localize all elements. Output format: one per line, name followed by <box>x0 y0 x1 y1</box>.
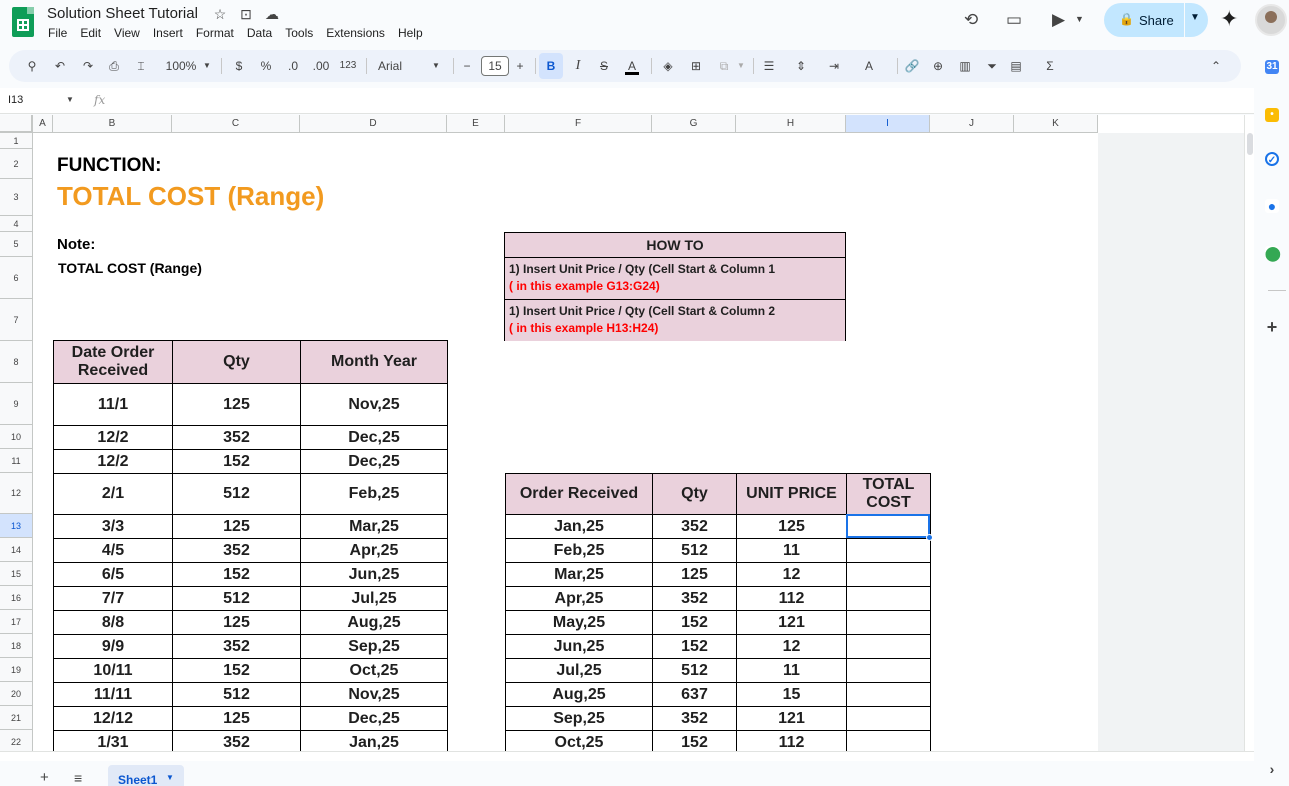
order-table-cell[interactable]: 7/7 <box>53 586 173 611</box>
tasks-icon[interactable]: ✓ <box>1265 152 1279 166</box>
order-table-cell[interactable]: 125 <box>172 706 301 731</box>
order-table-cell[interactable]: 12/12 <box>53 706 173 731</box>
menu-format[interactable]: Format <box>195 26 234 40</box>
column-header-i[interactable]: I <box>846 115 930 133</box>
add-sheet-icon[interactable]: + <box>40 769 49 786</box>
order-table-cell[interactable]: Dec,25 <box>300 706 448 731</box>
sheet-tab-label: Sheet1 <box>118 773 158 786</box>
total-cost-cell[interactable] <box>846 634 931 659</box>
order-table-cell[interactable]: 8/8 <box>53 610 173 635</box>
order-table-cell[interactable]: 352 <box>172 730 301 751</box>
note-label: Note: <box>57 236 96 253</box>
text-color-button[interactable]: A <box>625 58 639 75</box>
cost-table-cell[interactable]: 12 <box>736 562 847 587</box>
increase-decimal-button[interactable]: .00 <box>312 59 330 73</box>
total-cost-cell[interactable] <box>846 538 931 563</box>
order-table-cell[interactable]: 152 <box>172 449 301 474</box>
order-table-cell[interactable]: 12/2 <box>53 425 173 450</box>
insert-link-icon[interactable]: 🔗 <box>904 59 920 73</box>
column-header-a[interactable]: A <box>33 115 53 133</box>
order-table-cell[interactable]: Feb,25 <box>300 473 448 515</box>
vertical-scrollbar[interactable] <box>1244 115 1254 751</box>
redo-icon[interactable]: ↷ <box>82 59 94 73</box>
decrease-decimal-button[interactable]: .0 <box>287 59 298 73</box>
column-header-d[interactable]: D <box>300 115 447 133</box>
total-cost-cell[interactable] <box>846 658 931 683</box>
menu-edit[interactable]: Edit <box>80 26 102 40</box>
filter-views-icon[interactable]: ▤ <box>1010 59 1022 73</box>
row-header-17[interactable]: 17 <box>0 610 33 634</box>
order-table-cell[interactable]: 125 <box>172 610 301 635</box>
filter-icon[interactable]: ⏷ <box>987 59 997 73</box>
order-table-cell[interactable]: 3/3 <box>53 514 173 539</box>
total-cost-cell[interactable] <box>846 730 931 751</box>
row-header-4[interactable]: 4 <box>0 216 33 232</box>
zoom-select[interactable]: 100% <box>165 59 197 73</box>
currency-button[interactable]: $ <box>235 59 243 73</box>
search-menus-icon[interactable]: ⚲ <box>27 59 37 73</box>
howto-step-2-example: ( in this example H13:H24) <box>509 321 659 335</box>
merge-dropdown-icon[interactable]: ▼ <box>737 61 745 70</box>
font-size-decrease-icon[interactable]: − <box>463 59 471 73</box>
order-table-cell[interactable]: 12/2 <box>53 449 173 474</box>
column-header-e[interactable]: E <box>447 115 505 133</box>
cost-table-header[interactable]: Order Received <box>505 473 653 515</box>
cost-table-cell[interactable]: 352 <box>652 586 737 611</box>
order-table-cell[interactable]: 152 <box>172 562 301 587</box>
order-table-cell[interactable]: 9/9 <box>53 634 173 659</box>
borders-icon[interactable]: ⊞ <box>690 59 702 73</box>
undo-icon[interactable]: ↶ <box>54 59 66 73</box>
cost-table-cell[interactable]: 121 <box>736 706 847 731</box>
calendar-icon[interactable]: 31 <box>1266 61 1278 72</box>
share-dropdown-icon[interactable]: ▼ <box>1190 12 1200 23</box>
number-format-button[interactable]: 123 <box>339 60 357 71</box>
order-table-cell[interactable]: 1/31 <box>53 730 173 751</box>
cost-table-cell[interactable]: Oct,25 <box>505 730 653 751</box>
cost-table-cell[interactable]: 112 <box>736 586 847 611</box>
side-panel <box>1254 46 1289 786</box>
cost-table-cell[interactable]: 15 <box>736 682 847 707</box>
menu-help[interactable]: Help <box>397 26 423 40</box>
howto-step-1-text: 1) Insert Unit Price / Qty (Cell Start & Column 1 <box>509 262 776 276</box>
vertical-scroll-thumb[interactable] <box>1247 133 1253 155</box>
row-header-3[interactable]: 3 <box>0 179 33 216</box>
row-header-18[interactable]: 18 <box>0 634 33 658</box>
fill-handle[interactable] <box>926 534 933 541</box>
name-box[interactable]: I13 <box>8 94 24 106</box>
merge-cells-icon[interactable]: ⧉ <box>719 59 729 73</box>
contacts-icon[interactable]: ● <box>1265 199 1279 213</box>
percent-button[interactable]: % <box>260 59 272 73</box>
total-cost-cell[interactable] <box>846 610 931 635</box>
order-table-cell[interactable]: 4/5 <box>53 538 173 563</box>
maps-icon[interactable]: ⬤ <box>1265 245 1281 261</box>
comments-icon[interactable]: ▭ <box>1006 10 1023 29</box>
selected-cell-i13[interactable] <box>846 514 930 538</box>
horizontal-scrollbar[interactable] <box>0 751 1254 761</box>
bold-button[interactable]: B <box>539 53 563 79</box>
keep-icon[interactable]: • <box>1265 108 1279 122</box>
meet-icon[interactable]: ▶ <box>1052 10 1066 29</box>
cost-table-cell[interactable]: 11 <box>736 658 847 683</box>
order-table-cell[interactable]: Oct,25 <box>300 658 448 683</box>
order-table-cell[interactable]: 6/5 <box>53 562 173 587</box>
cost-table-cell[interactable]: 512 <box>652 538 737 563</box>
order-table-cell[interactable]: Dec,25 <box>300 449 448 474</box>
vertical-align-icon[interactable]: ⇕ <box>795 59 807 73</box>
share-label: Share <box>1139 13 1174 28</box>
gemini-icon[interactable]: ✦ <box>1220 6 1239 31</box>
cost-table-cell[interactable]: Aug,25 <box>505 682 653 707</box>
column-header-k[interactable]: K <box>1014 115 1098 133</box>
function-title: TOTAL COST (Range) <box>57 181 325 211</box>
row-header-13[interactable]: 13 <box>0 514 33 538</box>
row-header-2[interactable]: 2 <box>0 149 33 179</box>
horizontal-align-icon[interactable]: ☰ <box>763 59 775 73</box>
font-dropdown-icon[interactable]: ▼ <box>432 61 440 70</box>
sheet-tab-sheet1[interactable] <box>108 765 184 786</box>
cost-table-cell[interactable]: Jun,25 <box>505 634 653 659</box>
howto-step-1-example: ( in this example G13:G24) <box>509 279 660 293</box>
print-icon[interactable]: ⎙ <box>109 59 119 73</box>
cost-table-cell[interactable]: 125 <box>736 514 847 539</box>
paint-format-icon[interactable]: ⌶ <box>137 59 145 73</box>
sheet-tab-dropdown-icon[interactable]: ▼ <box>166 773 174 782</box>
cost-table-cell[interactable]: 152 <box>652 634 737 659</box>
text-wrap-icon[interactable]: ⇥ <box>828 59 840 73</box>
row-header-7[interactable]: 7 <box>0 299 33 341</box>
fx-icon: fx <box>94 93 106 107</box>
cost-table-cell[interactable]: Mar,25 <box>505 562 653 587</box>
cost-table-cell[interactable]: 112 <box>736 730 847 751</box>
strikethrough-button[interactable]: S <box>599 59 608 73</box>
cost-table-cell[interactable]: 121 <box>736 610 847 635</box>
sheet-bar <box>0 761 1254 786</box>
cost-table-cell[interactable]: 352 <box>652 514 737 539</box>
cloud-status-icon[interactable]: ☁ <box>265 6 279 22</box>
order-table-cell[interactable]: Jan,25 <box>300 730 448 751</box>
order-table-cell[interactable]: Apr,25 <box>300 538 448 563</box>
order-table-cell[interactable]: Aug,25 <box>300 610 448 635</box>
cost-table-cell[interactable]: Apr,25 <box>505 586 653 611</box>
function-label: FUNCTION: <box>57 155 162 176</box>
italic-button[interactable]: I <box>575 58 581 73</box>
row-header-19[interactable]: 19 <box>0 658 33 682</box>
move-folder-icon[interactable]: ⊡ <box>240 6 252 22</box>
row-header-22[interactable]: 22 <box>0 730 33 751</box>
order-table-cell[interactable]: 125 <box>172 514 301 539</box>
get-addons-icon[interactable]: + <box>1266 317 1278 337</box>
order-table-cell[interactable]: 10/11 <box>53 658 173 683</box>
fill-color-icon[interactable]: ◈ <box>663 59 673 73</box>
zoom-dropdown-icon[interactable]: ▼ <box>203 61 211 70</box>
cost-table-cell[interactable]: 152 <box>652 730 737 751</box>
avatar[interactable] <box>1255 4 1287 36</box>
cost-table-cell[interactable]: Jul,25 <box>505 658 653 683</box>
font-select[interactable]: Arial <box>378 59 403 73</box>
row-header-6[interactable]: 6 <box>0 257 33 299</box>
functions-button[interactable]: Σ <box>1046 59 1054 73</box>
row-header-9[interactable]: 9 <box>0 383 33 425</box>
note-text: TOTAL COST (Range) <box>58 260 202 276</box>
order-table-header[interactable]: Qty <box>172 340 301 384</box>
column-header-h[interactable]: H <box>736 115 846 133</box>
row-header-12[interactable]: 12 <box>0 473 33 514</box>
cost-table-cell[interactable]: 512 <box>652 658 737 683</box>
insert-comment-icon[interactable]: ⊕ <box>932 59 944 73</box>
lock-icon: 🔒 <box>1119 12 1134 26</box>
document-title[interactable]: Solution Sheet Tutorial <box>47 5 198 22</box>
version-history-icon[interactable]: ⟲ <box>964 10 979 29</box>
order-table-cell[interactable]: 152 <box>172 658 301 683</box>
name-box-dropdown-icon[interactable]: ▼ <box>66 95 74 104</box>
text-rotation-icon[interactable]: A <box>864 59 873 73</box>
order-table-cell[interactable]: Jun,25 <box>300 562 448 587</box>
all-sheets-icon[interactable]: ≡ <box>74 770 83 786</box>
order-table-cell[interactable]: 11/1 <box>53 383 173 426</box>
menu-insert[interactable]: Insert <box>152 26 183 40</box>
meet-dropdown-icon[interactable]: ▼ <box>1075 14 1084 24</box>
order-table-cell[interactable]: 125 <box>172 383 301 426</box>
column-header-b[interactable]: B <box>53 115 172 133</box>
order-table-cell[interactable]: Sep,25 <box>300 634 448 659</box>
total-cost-cell[interactable] <box>846 562 931 587</box>
row-header-14[interactable]: 14 <box>0 538 33 562</box>
order-table-cell[interactable]: 512 <box>172 586 301 611</box>
order-table-cell[interactable]: 512 <box>172 473 301 515</box>
cost-table-header[interactable]: UNIT PRICE <box>736 473 847 515</box>
cost-table-cell[interactable]: 152 <box>652 610 737 635</box>
collapse-toolbar-icon[interactable]: ⌃ <box>1210 59 1222 73</box>
font-size-increase-icon[interactable]: + <box>516 59 524 73</box>
order-table-cell[interactable]: 512 <box>172 682 301 707</box>
insert-chart-icon[interactable]: ▥ <box>959 59 971 73</box>
expand-side-panel-icon[interactable]: › <box>1269 761 1275 777</box>
order-table-header[interactable]: Month Year <box>300 340 448 384</box>
menu-data[interactable]: Data <box>246 26 273 40</box>
cost-table-cell[interactable]: 637 <box>652 682 737 707</box>
cost-table-header[interactable]: Qty <box>652 473 737 515</box>
row-header-11[interactable]: 11 <box>0 449 33 473</box>
menu-tools[interactable]: Tools <box>285 26 314 40</box>
row-header-16[interactable]: 16 <box>0 586 33 610</box>
order-table-cell[interactable]: Dec,25 <box>300 425 448 450</box>
font-size-input[interactable]: 15 <box>481 56 509 76</box>
order-table-cell[interactable]: Jul,25 <box>300 586 448 611</box>
cost-table-cell[interactable]: 125 <box>652 562 737 587</box>
cost-table-cell[interactable]: 352 <box>652 706 737 731</box>
cost-table-cell[interactable]: 12 <box>736 634 847 659</box>
order-table-cell[interactable]: 352 <box>172 425 301 450</box>
order-table-cell[interactable]: Nov,25 <box>300 682 448 707</box>
star-icon[interactable]: ☆ <box>213 6 227 22</box>
menu-extensions[interactable]: Extensions <box>326 26 385 40</box>
menu-file[interactable]: File <box>48 26 68 40</box>
total-cost-cell[interactable] <box>846 586 931 611</box>
howto-step-2-text: 1) Insert Unit Price / Qty (Cell Start & Column 2 <box>509 304 776 318</box>
total-cost-cell[interactable] <box>846 706 931 731</box>
row-header-1[interactable]: 1 <box>0 133 33 149</box>
cost-table-cell[interactable]: Sep,25 <box>505 706 653 731</box>
cost-table-cell[interactable]: Feb,25 <box>505 538 653 563</box>
order-table-cell[interactable]: 11/11 <box>53 682 173 707</box>
row-header-20[interactable]: 20 <box>0 682 33 706</box>
order-table-header[interactable]: Date Order Received <box>53 340 173 384</box>
order-table-cell[interactable]: Mar,25 <box>300 514 448 539</box>
menu-view[interactable]: View <box>114 26 140 40</box>
howto-title: HOW TO <box>504 232 846 257</box>
order-table-cell[interactable]: 2/1 <box>53 473 173 515</box>
column-header-g[interactable]: G <box>652 115 736 133</box>
row-header-8[interactable]: 8 <box>0 341 33 383</box>
column-header-f[interactable]: F <box>505 115 652 133</box>
row-header-5[interactable]: 5 <box>0 232 33 257</box>
total-cost-cell[interactable] <box>846 682 931 707</box>
row-header-15[interactable]: 15 <box>0 562 33 586</box>
row-header-10[interactable]: 10 <box>0 425 33 449</box>
order-table-cell[interactable]: Nov,25 <box>300 383 448 426</box>
column-header-c[interactable]: C <box>172 115 300 133</box>
cost-table-header[interactable]: TOTAL COST <box>846 473 931 515</box>
cost-table-cell[interactable]: 11 <box>736 538 847 563</box>
row-header-21[interactable]: 21 <box>0 706 33 730</box>
cost-table-cell[interactable]: May,25 <box>505 610 653 635</box>
order-table-cell[interactable]: 352 <box>172 634 301 659</box>
column-header-j[interactable]: J <box>930 115 1014 133</box>
cost-table-cell[interactable]: Jan,25 <box>505 514 653 539</box>
order-table-cell[interactable]: 352 <box>172 538 301 563</box>
